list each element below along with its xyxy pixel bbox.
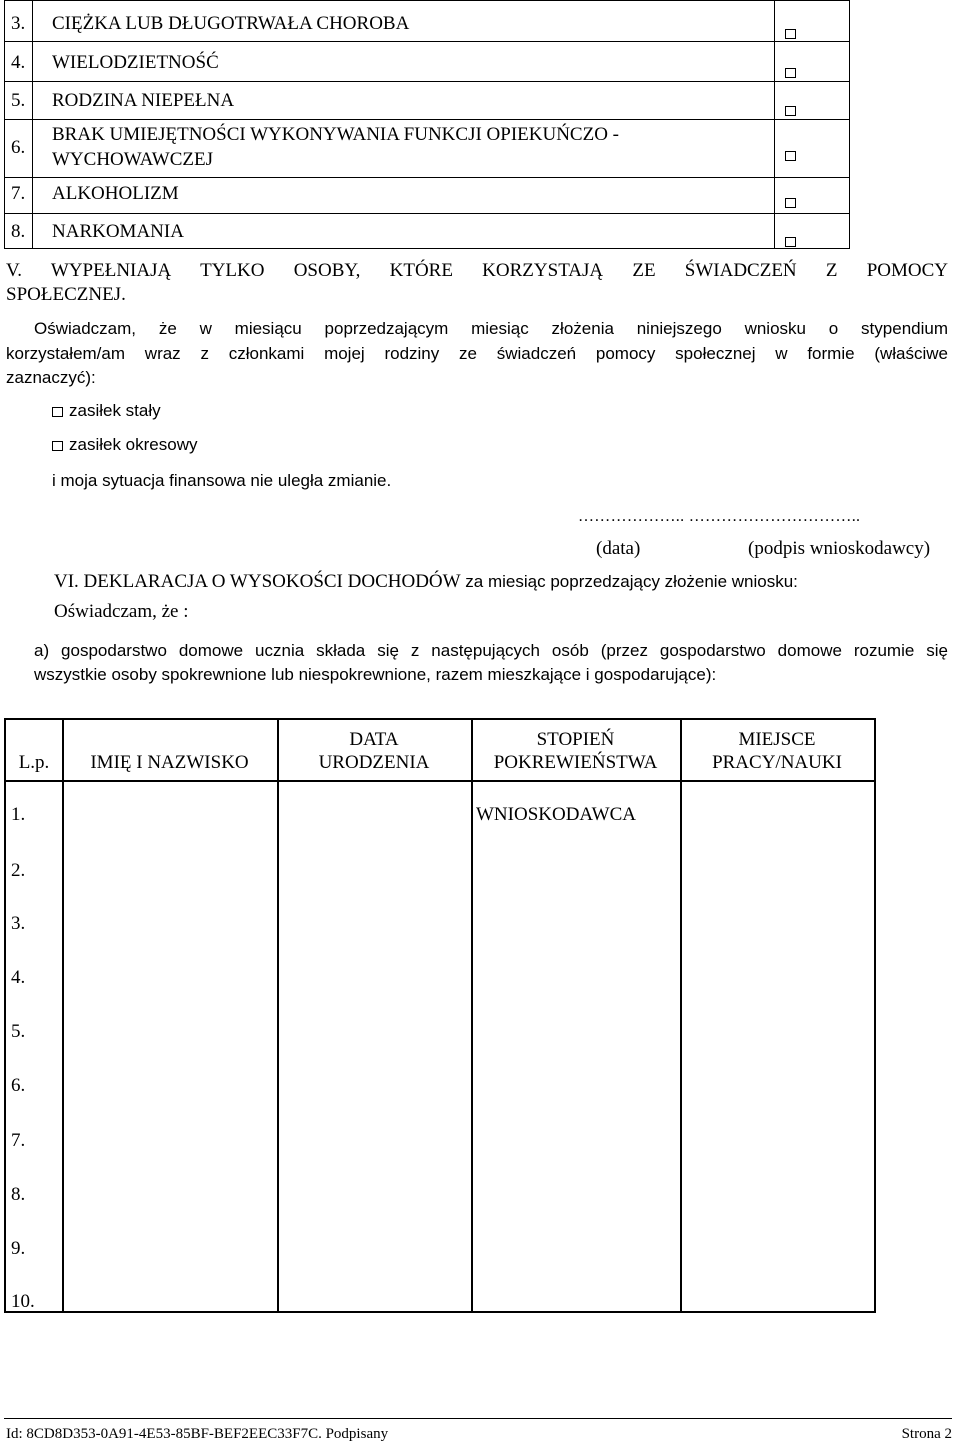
checklist-label: WIELODZIETNOŚĆ bbox=[52, 52, 219, 73]
section-vi-heading: VI. DEKLARACJA O WYSOKOŚCI DOCHODÓW za miesiąc poprzedzający złożenie wniosku: bbox=[54, 571, 798, 592]
checklist-label: BRAK UMIEJĘTNOŚCI WYKONYWANIA FUNKCJI OPIEKUŃCZO - bbox=[52, 124, 620, 145]
checklist-label: CIĘŻKA LUB DŁUGOTRWAŁA CHOROBA bbox=[52, 13, 410, 34]
financial-statement: i moja sytuacja finansowa nie uległa zmianie. bbox=[52, 471, 392, 490]
checklist-label: NARKOMANIA bbox=[52, 221, 184, 242]
section-vi-paragraph-line: wszystkie osoby spokrewnione lub niespokrewnione, razem mieszkające i gospodarujące): bbox=[34, 665, 717, 684]
row-number: 6. bbox=[11, 137, 26, 158]
header-name: IMIĘ I NAZWISKO bbox=[90, 752, 249, 773]
section-vi-paragraph-line: a) gospodarstwo domowe ucznia składa się z następujących osób (przez gospodarstwo domowe rozumie się bbox=[34, 641, 948, 660]
row-number: 3. bbox=[11, 913, 26, 934]
checklist-label: RODZINA NIEPEŁNA bbox=[52, 90, 235, 111]
checkbox[interactable] bbox=[785, 191, 796, 213]
checkbox[interactable] bbox=[785, 61, 796, 83]
checkbox[interactable] bbox=[785, 22, 796, 44]
checklist-label: WYCHOWAWCZEJ bbox=[52, 149, 214, 170]
situation-checklist-table bbox=[4, 0, 850, 249]
header-lp: L.p. bbox=[18, 752, 50, 773]
signature-dots: ……………….. ………………………….. bbox=[578, 508, 861, 525]
row-number: 7. bbox=[11, 183, 26, 204]
option-zasilek-okresowy[interactable]: zasiłek okresowy bbox=[52, 435, 198, 455]
declare-line: Oświadczam, że : bbox=[54, 601, 189, 622]
row-number: 2. bbox=[11, 860, 26, 881]
household-members-table bbox=[4, 718, 876, 1313]
checkbox[interactable] bbox=[52, 407, 63, 417]
row-number: 9. bbox=[11, 1238, 26, 1259]
row-number: 8. bbox=[11, 1184, 26, 1205]
row-number: 4. bbox=[11, 52, 26, 73]
checkbox[interactable] bbox=[785, 144, 796, 166]
row-number: 6. bbox=[11, 1075, 26, 1096]
section-v-heading: V. WYPEŁNIAJĄ TYLKO OSOBY, KTÓRE KORZYSTAJĄ ZE ŚWIADCZEŃ Z POMOCY bbox=[6, 260, 948, 281]
row-number: 5. bbox=[11, 90, 26, 111]
row-number: 8. bbox=[11, 221, 26, 242]
row-number: 3. bbox=[11, 13, 26, 34]
footer-divider bbox=[4, 1418, 952, 1419]
row-number: 1. bbox=[11, 804, 26, 825]
date-caption: (data) bbox=[596, 538, 641, 559]
applicant-relation: WNIOSKODAWCA bbox=[476, 804, 636, 825]
option-zasilek-staly[interactable]: zasiłek stały bbox=[52, 401, 161, 421]
section-v-paragraph-line: korzystałem/am wraz z członkami mojej rodziny ze świadczeń pomocy społecznej w formie (właściwe bbox=[6, 344, 948, 363]
signature-caption: (podpis wnioskodawcy) bbox=[748, 538, 931, 559]
section-v-paragraph-line: Oświadczam, że w miesiącu poprzedzającym miesiąc złożenia niniejszego wniosku o stypendium bbox=[34, 319, 948, 338]
header-work-place: MIEJSCE PRACY/NAUKI bbox=[712, 729, 842, 773]
page-number: Strona 2 bbox=[901, 1426, 952, 1442]
header-birth-date: DATA URODZENIA bbox=[318, 729, 430, 773]
section-v-heading-cont: SPOŁECZNEJ. bbox=[6, 284, 126, 305]
row-number: 7. bbox=[11, 1130, 26, 1151]
row-number: 4. bbox=[11, 967, 26, 988]
checkbox[interactable] bbox=[785, 230, 796, 252]
row-number: 5. bbox=[11, 1021, 26, 1042]
row-number: 10. bbox=[11, 1291, 35, 1312]
header-relation: STOPIEŃ POKREWIEŃSTWA bbox=[493, 729, 658, 773]
section-v-paragraph-line: zaznaczyć): bbox=[6, 368, 96, 387]
checkbox[interactable] bbox=[785, 99, 796, 121]
document-id: Id: 8CD8D353-0A91-4E53-85BF-BEF2EEC33F7C. Podpisany bbox=[6, 1426, 389, 1442]
checklist-label: ALKOHOLIZM bbox=[52, 183, 179, 204]
checkbox[interactable] bbox=[52, 441, 63, 451]
